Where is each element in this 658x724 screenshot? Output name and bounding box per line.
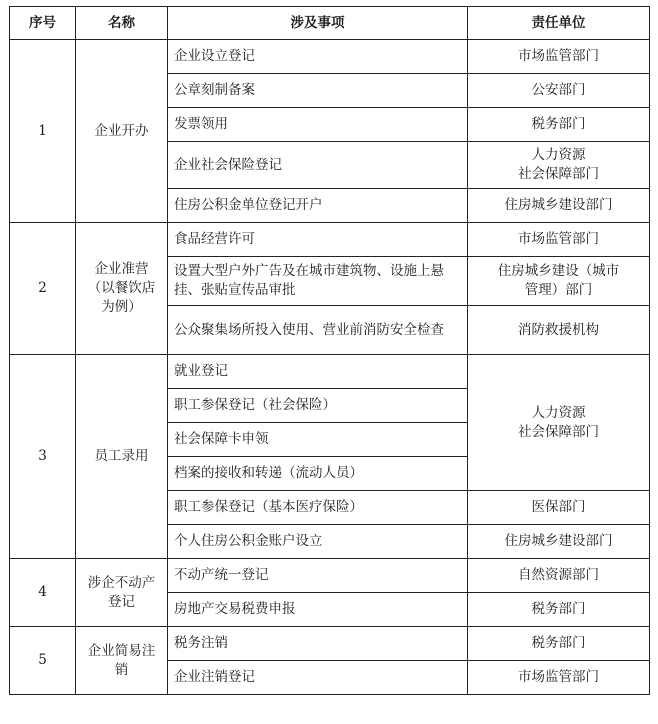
item-cell: 食品经营许可 [168, 223, 468, 257]
group-seq: 2 [10, 223, 76, 355]
dept-cell: 住房城乡建设（城市 管理）部门 [468, 257, 650, 306]
table-row [10, 223, 650, 257]
item-cell: 设置大型户外广告及在城市建筑物、设施上悬挂、张贴宣传品审批 [168, 257, 468, 306]
group-seq: 5 [10, 627, 76, 695]
dept-cell: 消防救援机构 [468, 306, 650, 355]
item-cell: 发票领用 [168, 108, 468, 142]
item-cell: 档案的接收和转递（流动人员） [168, 457, 468, 491]
table-row [10, 355, 650, 389]
header-seq: 序号 [10, 7, 76, 40]
responsibility-table [9, 6, 650, 695]
dept-cell: 税务部门 [468, 627, 650, 661]
item-cell: 税务注销 [168, 627, 468, 661]
group-name: 企业开办 [76, 40, 168, 223]
item-cell: 不动产统一登记 [168, 559, 468, 593]
dept-cell: 市场监管部门 [468, 40, 650, 74]
item-cell: 房地产交易税费申报 [168, 593, 468, 627]
dept-cell: 人力资源 社会保障部门 [468, 142, 650, 189]
group-name: 企业准营（以餐饮店为例） [76, 223, 168, 355]
item-cell: 职工参保登记（社会保险） [168, 389, 468, 423]
group-name: 涉企不动产登记 [76, 559, 168, 627]
item-cell: 公众聚集场所投入使用、营业前消防安全检查 [168, 306, 468, 355]
table-row [10, 559, 650, 593]
table-row [10, 40, 650, 74]
item-cell: 企业注销登记 [168, 661, 468, 695]
dept-cell: 自然资源部门 [468, 559, 650, 593]
header-name: 名称 [76, 7, 168, 40]
dept-cell: 税务部门 [468, 108, 650, 142]
header-dept: 责任单位 [468, 7, 650, 40]
item-cell: 企业设立登记 [168, 40, 468, 74]
dept-cell: 医保部门 [468, 491, 650, 525]
group-name: 企业简易注销 [76, 627, 168, 695]
dept-cell: 住房城乡建设部门 [468, 189, 650, 223]
group-name: 员工录用 [76, 355, 168, 559]
item-cell: 企业社会保险登记 [168, 142, 468, 189]
dept-cell-shared: 人力资源 社会保障部门 [468, 355, 650, 491]
dept-cell: 税务部门 [468, 593, 650, 627]
dept-cell: 公安部门 [468, 74, 650, 108]
dept-cell: 市场监管部门 [468, 661, 650, 695]
item-cell: 职工参保登记（基本医疗保险） [168, 491, 468, 525]
header-item: 涉及事项 [168, 7, 468, 40]
item-cell: 个人住房公积金账户设立 [168, 525, 468, 559]
dept-cell: 住房城乡建设部门 [468, 525, 650, 559]
dept-cell: 市场监管部门 [468, 223, 650, 257]
group-seq: 4 [10, 559, 76, 627]
table-row [10, 627, 650, 661]
group-seq: 1 [10, 40, 76, 223]
item-cell: 住房公积金单位登记开户 [168, 189, 468, 223]
group-seq: 3 [10, 355, 76, 559]
item-cell: 就业登记 [168, 355, 468, 389]
item-cell: 社会保障卡申领 [168, 423, 468, 457]
item-cell: 公章刻制备案 [168, 74, 468, 108]
header-row [10, 7, 650, 40]
